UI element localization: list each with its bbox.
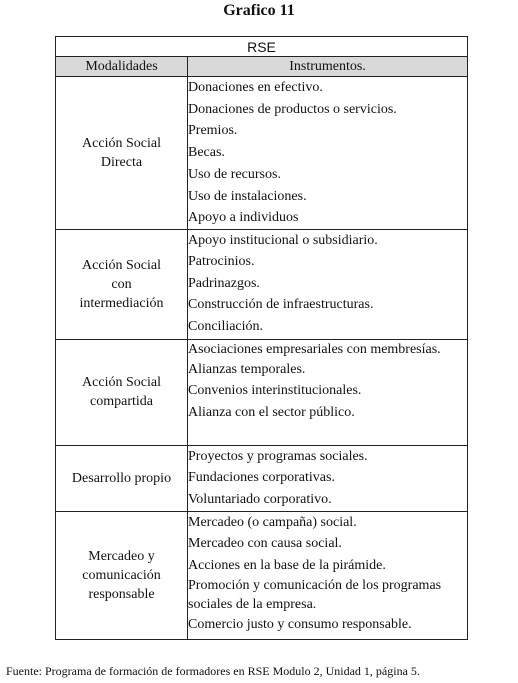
instrumentos-cell	[188, 339, 468, 445]
table-row-accion-social-compartida	[56, 339, 468, 445]
table-row-desarrollo-propio	[56, 445, 468, 511]
modalidad-line: compartida	[90, 394, 153, 410]
modalidad-line: responsable	[88, 586, 155, 602]
instrumentos-cell	[188, 229, 468, 339]
instrumento-item: Patrocinios.	[188, 254, 255, 270]
instrumento-item: Becas.	[188, 145, 225, 161]
instrumento-item: Asociaciones empresariales con membresías.	[188, 341, 441, 357]
instrumento-item: Construcción de infraestructuras.	[188, 297, 374, 313]
instrumento-item: Padrinazgos.	[188, 275, 260, 291]
modalidad-cell	[56, 229, 188, 339]
modalidad-cell	[56, 77, 188, 230]
instrumento-item: Uso de recursos.	[188, 166, 281, 182]
instrumento-item: Fundaciones corporativas.	[188, 470, 335, 486]
table-row-accion-social-con-intermediacion	[56, 229, 468, 339]
instrumentos-cell	[188, 445, 468, 511]
instrumento-item: Apoyo institucional o subsidiario.	[188, 232, 378, 248]
instrumento-item: Uso de instalaciones.	[188, 188, 307, 204]
instrumentos-cell	[188, 77, 468, 230]
modalidad-line: Desarrollo propio	[71, 470, 172, 486]
modalidad-cell	[56, 339, 188, 445]
instrumento-item: Mercadeo con causa social.	[188, 536, 342, 552]
instrumento-item: Apoyo a individuos	[188, 210, 299, 226]
figure-title: Grafico 11	[223, 2, 295, 19]
instrumento-item: Proyectos y programas sociales.	[188, 448, 368, 464]
column-header-instrumentos: Instrumentos.	[188, 57, 468, 77]
table-row-accion-social-directa	[56, 77, 468, 230]
modalidad-line: con	[111, 276, 132, 292]
modalidad-line: intermediación	[79, 295, 164, 311]
table-group-header: RSE	[56, 37, 468, 57]
instrumentos-cell	[188, 511, 468, 639]
instrumento-item: Convenios interinstitucionales.	[188, 383, 362, 399]
instrumento-item: Alianza con el sector público.	[188, 404, 355, 420]
instrumento-item: Conciliación.	[188, 318, 264, 334]
instrumento-item: Alianzas temporales.	[188, 361, 306, 377]
table-row-mercadeo-y-comunicacion-responsable	[56, 511, 468, 639]
column-header-modalidades: Modalidades	[56, 57, 188, 77]
source-note: Fuente: Programa de formación de formadores en RSE Modulo 2, Unidad 1, página 5.	[6, 664, 420, 678]
modalidad-cell	[56, 511, 188, 639]
rse-table	[55, 36, 468, 640]
instrumento-item: Donaciones en efectivo.	[188, 80, 323, 95]
instrumento-item: Premios.	[188, 123, 238, 139]
instrumento-item: Donaciones de productos o servicios.	[188, 101, 397, 117]
instrumento-item: Comercio justo y consumo responsable.	[188, 617, 412, 633]
instrumento-item: Voluntariado corporativo.	[188, 491, 332, 507]
modalidad-line: Mercadeo y	[88, 548, 155, 564]
instrumento-item: Acciones en la base de la pirámide.	[188, 557, 386, 573]
instrumento-item: Promoción y comunicación de los programas sociales de la empresa.	[188, 578, 442, 613]
instrumento-item: Mercadeo (o campaña) social.	[188, 514, 357, 530]
modalidad-line: Acción Social	[82, 375, 161, 391]
modalidad-line: Directa	[100, 154, 143, 170]
modalidad-line: comunicación	[82, 567, 161, 583]
modalidad-line: Acción Social	[82, 135, 161, 151]
modalidad-line: Acción Social	[82, 257, 161, 273]
modalidad-cell	[56, 445, 188, 511]
